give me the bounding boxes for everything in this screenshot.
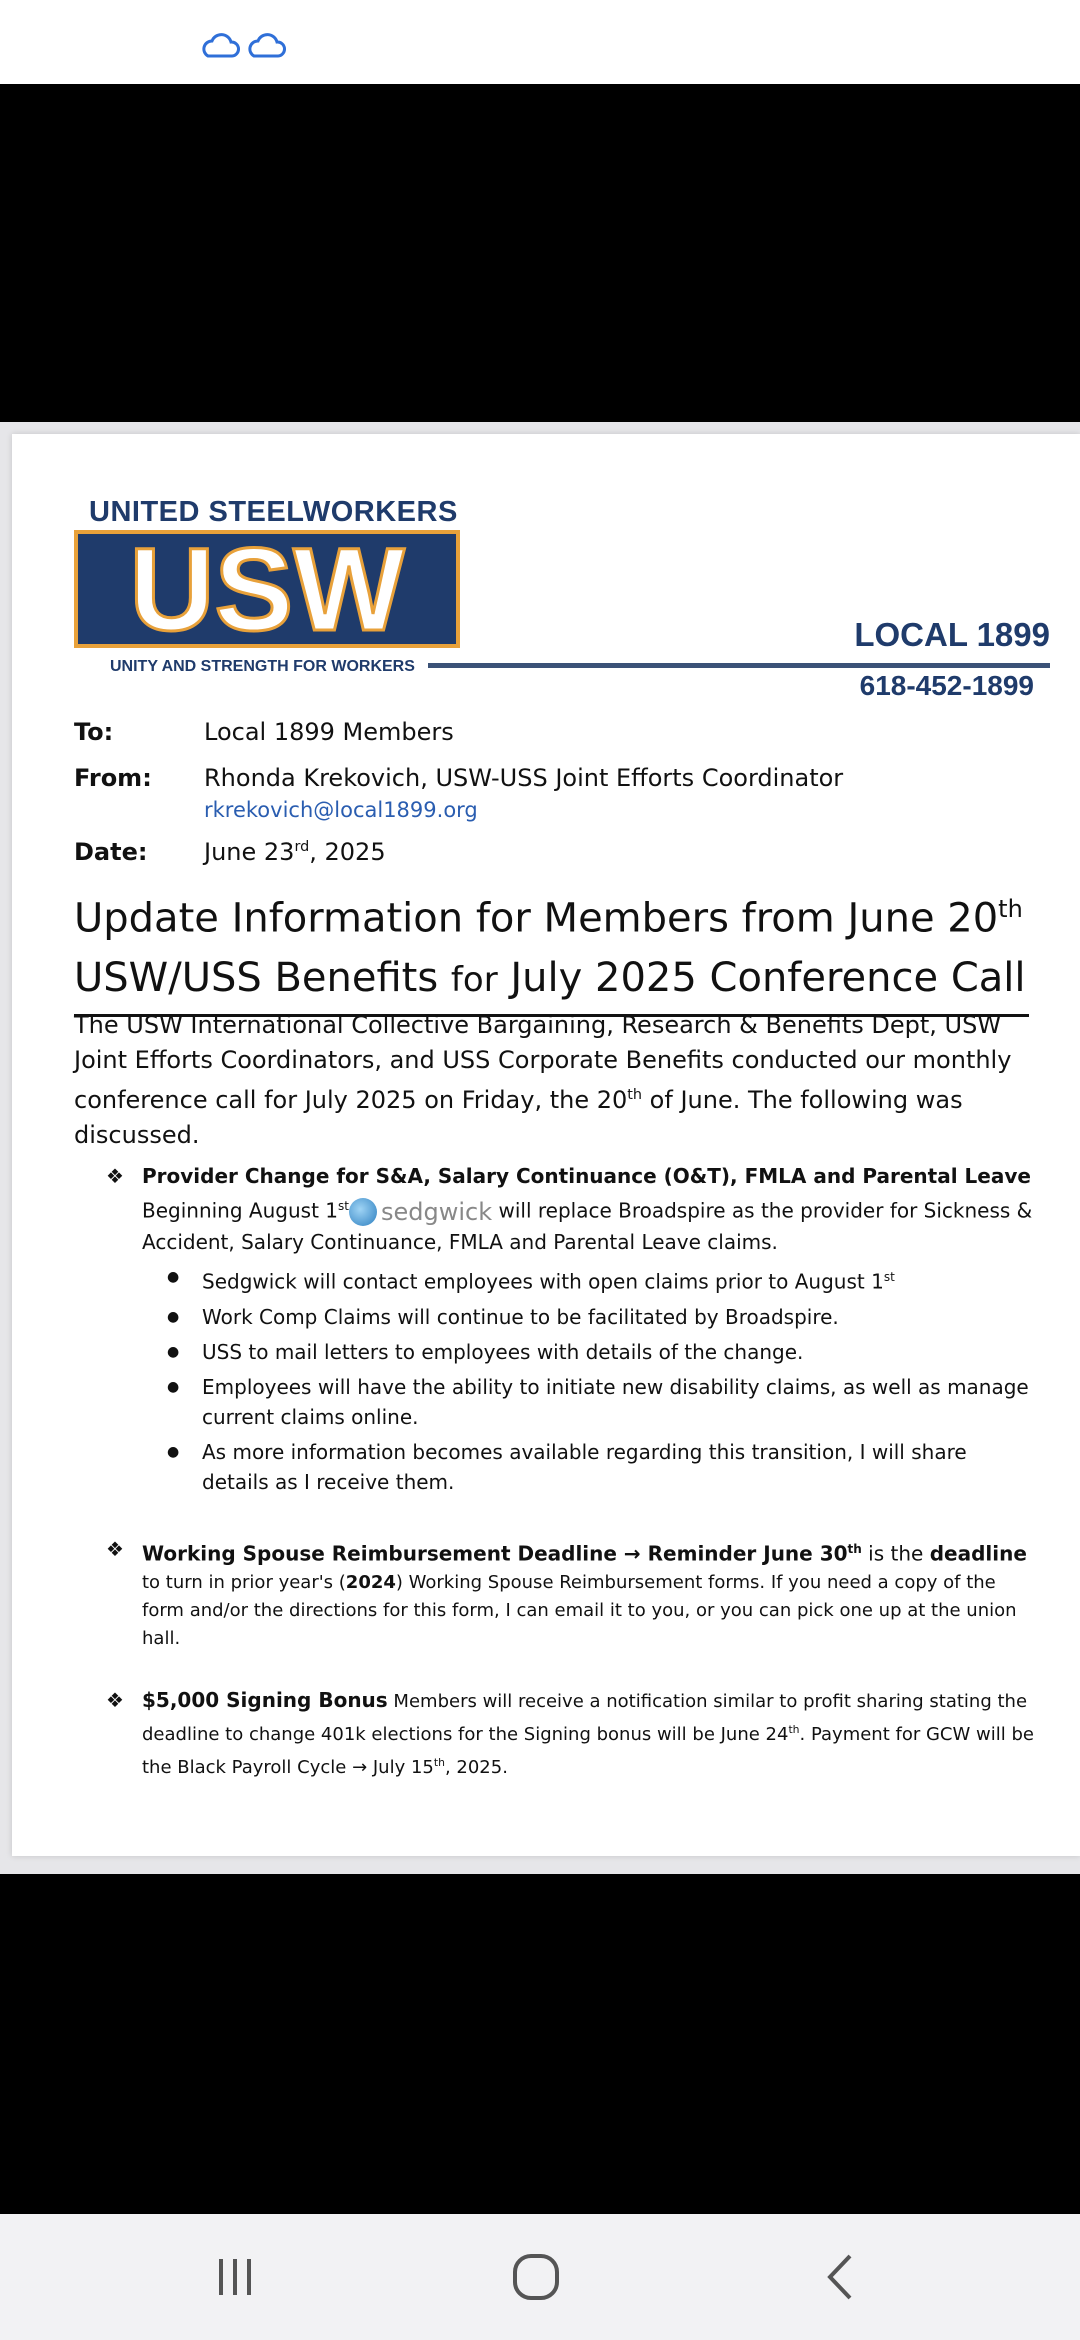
document-page (12, 434, 1080, 1856)
title-line-1: Update Information for Members from June 20th (74, 895, 1023, 942)
section-3-body: Members will receive a notification similar to profit sharing stating the deadline to change 401k elections for the Signing bonus will be June 24th. Payment for GCW will be the Black Payroll Cycle → July 15th, 2025. (142, 1691, 1034, 1778)
list-item: ● Employees will have the ability to initiate new disability claims, as well as manage current claims online. (202, 1372, 1032, 1432)
diamond-bullet-icon: ❖ (106, 1688, 124, 1712)
intro-paragraph: The USW International Collective Bargaining, Research & Benefits Dept, USW Joint Efforts Coordinators, and USS Corporate Benefits conducted our monthly conference call for July 2025 on Friday, the 20th of June. The following was discussed. (74, 1011, 1012, 1149)
list-item: ● USS to mail letters to employees with details of the change. (202, 1337, 1032, 1367)
sedgwick-logo: sedgwick (349, 1197, 492, 1227)
usw-logo (74, 530, 460, 648)
section-spouse-reimbursement (106, 1534, 1042, 1653)
section-signing-bonus (106, 1686, 1042, 1782)
diamond-bullet-icon: ❖ (106, 1537, 124, 1561)
list-item: ● Work Comp Claims will continue to be facilitated by Broadspire. (202, 1302, 1032, 1332)
to-value: Local 1899 Members (204, 718, 454, 746)
recent-apps-icon (213, 2255, 257, 2299)
list-item: ● As more information becomes available regarding this transition, I will share details as I receive them. (202, 1437, 1032, 1497)
status-bar (0, 0, 1080, 84)
home-button[interactable] (506, 2252, 566, 2302)
section-2-body: to turn in prior year's (2024) Working Spouse Reimbursement forms. If you need a copy of the form and/or the directions for this form, I can email it to you, or you can pick one up at the union hall. (142, 1571, 1017, 1649)
from-email-link[interactable]: rkrekovich@local1899.org (204, 798, 478, 822)
back-icon (820, 2252, 860, 2302)
cloud-icon (200, 32, 240, 60)
section-provider-change (106, 1161, 1042, 1257)
from-value: Rhonda Krekovich, USW-USS Joint Efforts Coordinator (204, 764, 844, 792)
section-1-body: Beginning August 1st sedgwick will replace Broadspire as the provider for Sickness & Accident, Salary Continuance, FMLA and Parental Leave claims. (142, 1198, 1033, 1255)
title-line-2: USW/USS Benefits for July 2025 Conference Call (74, 955, 1026, 1002)
date-label: Date: (74, 838, 148, 866)
back-button[interactable] (810, 2252, 870, 2302)
motto: UNITY AND STRENGTH FOR WORKERS (110, 658, 415, 675)
letterhead-rule (428, 663, 1050, 668)
list-item: ● Sedgwick will contact employees with open claims prior to August 1st (202, 1262, 1032, 1297)
logo-text: USW (129, 530, 405, 648)
home-icon (511, 2252, 561, 2302)
section-1-list (202, 1262, 1032, 1502)
local-phone: 618-452-1899 (859, 670, 1034, 701)
recent-apps-button[interactable] (205, 2252, 265, 2302)
system-nav-bar (0, 2214, 1080, 2340)
local-number: LOCAL 1899 (854, 616, 1050, 653)
image-padding-top (0, 84, 1080, 422)
memo-title (74, 879, 1029, 1017)
document-viewer[interactable] (0, 422, 1080, 1874)
section-2-heading: Working Spouse Reimbursement Deadline → Reminder June 30th is the deadline (142, 1541, 1027, 1566)
date-value: June 23rd, 2025 (204, 838, 386, 866)
image-padding-bottom (0, 1874, 1080, 2214)
from-label: From: (74, 764, 152, 792)
section-3-heading: $5,000 Signing Bonus (142, 1688, 388, 1712)
diamond-bullet-icon: ❖ (106, 1164, 124, 1188)
org-name: UNITED STEELWORKERS (89, 496, 458, 528)
to-label: To: (74, 718, 114, 746)
sedgwick-logo-icon (349, 1198, 377, 1226)
section-1-heading: Provider Change for S&A, Salary Continuance (O&T), FMLA and Parental Leave (142, 1164, 1031, 1188)
cloud-icon (246, 32, 286, 60)
cloud-icons (200, 32, 286, 60)
